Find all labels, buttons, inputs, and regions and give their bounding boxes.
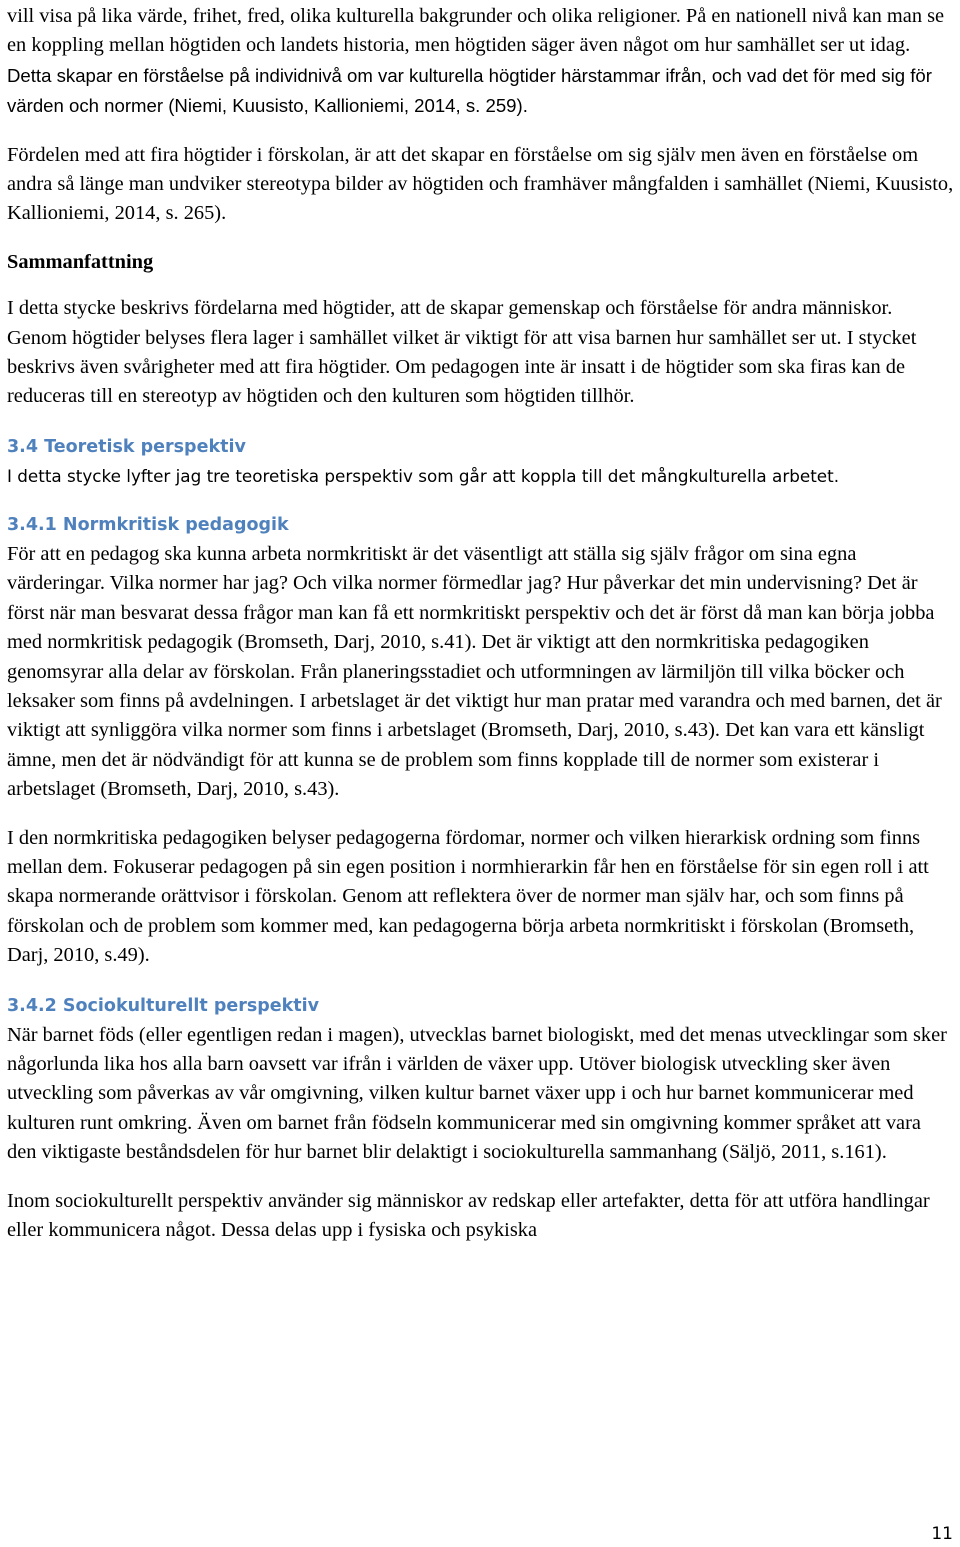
paragraph-3-4: I detta stycke lyfter jag tre teoretiska perspektiv som går att koppla till det mångkulturella arbetet. — [7, 465, 840, 486]
paragraph-intro-serif: vill visa på lika värde, frihet, fred, olika kulturella bakgrunder och olika religioner. På en nationell nivå kan man se en koppling mellan högtiden och landets historia, men högtiden säger även något om hur samhället ser ut idag. — [7, 5, 945, 57]
paragraph-3-4-1-b: I den normkritiska pedagogiken belyser pedagogerna fördomar, normer och vilken hierarkisk ordning som finns mellan dem. Fokuserar pedagogen på sin egen position i normhierarkin får hen en förståelse för sin egen roll i att skapa normerande orättvisor i förskolan. Genom att reflektera över de normer man själv har, och som finns på förskolan och de problem som kommer med, kan pedagogerna börja arbeta normkritiskt i förskolan (Bromseth, Darj, 2010, s.49). — [7, 826, 929, 967]
heading-3-4-1: 3.4.1 Normkritisk pedagogik — [7, 514, 289, 535]
paragraph-3-4-1-a: För att en pedagog ska kunna arbeta normkritiskt är det väsentligt att ställa sig själv frågor om sina egna värderingar. Vilka normer har jag? Och vilka normer förmedlar jag? Hur påverkar det min undervisning? Det är först när man besvarat dessa frågor man kan få ett normkritiskt perspektiv och det är först då man kan börja jobba med normkritisk pedagogik (Bromseth, Darj, 2010, s.41). Det är viktigt att den normkritiska pedagogiken genomsyrar alla delar av förskolan. Från planeringsstadiet och utformningen av lärmiljön till vilka böcker och leksaker som finns på avdelningen. I arbetslaget är det viktigt hur man pratar med varandra och med barnen, det är viktigt att synliggöra vilka normer som finns i arbetslaget (Bromseth, Darj, 2010, s.43). Det kan vara ett känsligt ämne, men det är nödvändigt för att kunna se de problem som finns kopplade till de normer som existerar i arbetslaget (Bromseth, Darj, 2010, s.43). — [7, 542, 942, 801]
paragraph-fordelen: Fördelen med att fira högtider i förskolan, är att det skapar en förståelse om sig själv men även en förståelse om andra så länge man undviker stereotypa bilder av högtiden och framhäver mångfalden i samhället (Niemi, Kuusisto, Kallioniemi, 2014, s. 265). — [7, 143, 954, 225]
paragraph-3-4-2-b: Inom sociokulturellt perspektiv använder sig människor av redskap eller artefakter, detta för att utföra handlingar eller kommunicera något. Dessa delas upp i fysiska och psykiska — [7, 1189, 930, 1241]
paragraph-3-4-2-a: När barnet föds (eller egentligen redan i magen), utvecklas barnet biologiskt, med det menas utvecklingar som sker någorlunda lika hos alla barn oavsett var ifrån i världen de växer upp. Utöver biologisk utveckling sker även utveckling som påverkas av vår omgivning, vilken kultur barnet växer upp i och hur barnet kommunicerar med kulturen runt omkring. Även om barnet från födseln kommunicerar med sin omgivning kommer språket att vara den viktigaste beståndsdelen för hur barnet blir delaktigt i sociokulturella sammanhang (Säljö, 2011, s.161). — [7, 1023, 947, 1164]
paragraph-intro — [7, 2, 955, 122]
heading-3-4-2: 3.4.2 Sociokulturellt perspektiv — [7, 995, 320, 1016]
paragraph-sammanfattning: I detta stycke beskrivs fördelarna med högtider, att de skapar gemenskap och förståelse för andra människor. Genom högtider belyses flera lager i samhället vilket är viktigt för att visa barnen hur samhället ser ut. I stycket beskrivs även svårigheter med att fira högtider. Om pedagogen inte är insatt i de högtider som ska firas kan de reduceras till en stereotyp av högtiden och den kulturen som högtiden tillhör. — [7, 297, 917, 408]
document-page — [7, 2, 955, 1245]
heading-sammanfattning: Sammanfattning — [7, 250, 154, 273]
heading-3-4: 3.4 Teoretisk perspektiv — [7, 436, 246, 457]
paragraph-intro-sans: Detta skapar en förståelse på individnivå om var kulturella högtider härstammar ifrån, och vad det för med sig för värden och normer (Niemi, Kuusisto, Kallioniemi, 2014, s. 259). — [7, 64, 932, 117]
page-number: 11 — [931, 1524, 953, 1544]
